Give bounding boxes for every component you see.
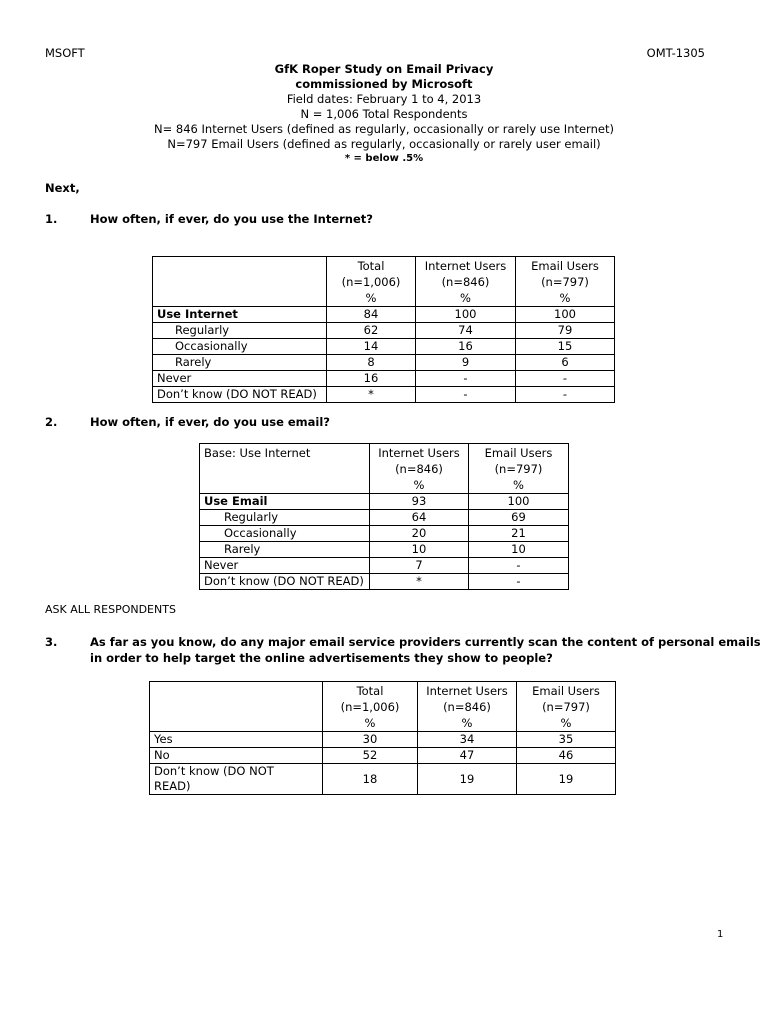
cell-value: 100 [469,494,569,510]
q1-col-internet-users: Internet Users (n=846) % [416,257,516,307]
table-row [153,371,615,387]
row-label: Use Internet [153,307,327,323]
table-row [153,307,615,323]
q1-text: How often, if ever, do you use the Internet? [90,212,373,226]
q3-col-email-users: Email Users (n=797) % [517,682,616,732]
table-row [153,355,615,371]
q1-col-total: Total (n=1,006) % [327,257,416,307]
cell-value: 6 [516,355,615,371]
row-label: Occasionally [200,526,370,542]
email-users-def: N=797 Email Users (defined as regularly, occasionally or rarely user email) [167,137,601,151]
cell-value: 15 [516,339,615,355]
table-header-row [150,682,616,732]
base-label: Base: Use Internet [200,444,370,494]
table-row [153,387,615,403]
q3-number: 3. [45,635,58,649]
cell-value: 19 [418,764,517,795]
q2-text: How often, if ever, do you use email? [90,415,330,429]
cell-value: 64 [370,510,469,526]
field-dates: Field dates: February 1 to 4, 2013 [286,92,482,106]
cell-value: 10 [469,542,569,558]
asterisk-note: * = below .5% [344,153,424,164]
q1-col-email-users: Email Users (n=797) % [516,257,615,307]
cell-value: 52 [323,748,418,764]
row-label: Rarely [200,542,370,558]
cell-value: 16 [416,339,516,355]
q2-number: 2. [45,415,58,429]
table-header-row [153,257,615,307]
cell-value: 16 [327,371,416,387]
intro-next: Next, [45,181,80,195]
cell-value: 18 [323,764,418,795]
cell-value: 100 [516,307,615,323]
table-row [150,748,616,764]
table-corner-cell [150,682,323,732]
table-row [150,764,616,795]
row-label: Rarely [153,355,327,371]
cell-value: 10 [370,542,469,558]
row-label: No [150,748,323,764]
cell-value: 100 [416,307,516,323]
cell-value: 7 [370,558,469,574]
q2-table [199,443,569,590]
table-row [150,732,616,748]
cell-value: 14 [327,339,416,355]
cell-value: - [416,371,516,387]
table-corner-cell [153,257,327,307]
q1-number: 1. [45,212,58,226]
cell-value: 46 [517,748,616,764]
ask-all-respondents: ASK ALL RESPONDENTS [45,603,176,616]
cell-value: 47 [418,748,517,764]
q1-table [152,256,615,403]
doc-code-left: MSOFT [45,46,85,60]
cell-value: 21 [469,526,569,542]
row-label: Regularly [200,510,370,526]
q2-col-email-users: Email Users (n=797) % [469,444,569,494]
cell-value: 34 [418,732,517,748]
row-label: Don’t know (DO NOT READ) [150,764,323,795]
cell-value: 74 [416,323,516,339]
cell-value: * [327,387,416,403]
cell-value: 69 [469,510,569,526]
row-label: Don’t know (DO NOT READ) [153,387,327,403]
cell-value: - [416,387,516,403]
q3-table [149,681,616,795]
cell-value: 79 [516,323,615,339]
title-line2: commissioned by Microsoft [295,77,473,91]
q3-col-total: Total (n=1,006) % [323,682,418,732]
table-header-row [200,444,569,494]
q3-text-line2: in order to help target the online advertisements they show to people? [90,651,553,665]
page-number: 1 [717,929,724,940]
cell-value: - [469,558,569,574]
table-row [200,574,569,590]
row-label: Use Email [200,494,370,510]
table-row [200,558,569,574]
cell-value: 9 [416,355,516,371]
total-respondents: N = 1,006 Total Respondents [300,107,468,121]
table-row [153,323,615,339]
q3-col-internet-users: Internet Users (n=846) % [418,682,517,732]
cell-value: 62 [327,323,416,339]
cell-value: 35 [517,732,616,748]
q3-text-line1: As far as you know, do any major email service providers currently scan the content of personal emails [90,635,761,649]
row-label: Never [200,558,370,574]
cell-value: 30 [323,732,418,748]
cell-value: 93 [370,494,469,510]
row-label: Regularly [153,323,327,339]
table-row [153,339,615,355]
cell-value: - [516,371,615,387]
table-row [200,494,569,510]
internet-users-def: N= 846 Internet Users (defined as regularly, occasionally or rarely use Internet) [154,122,614,136]
cell-value: * [370,574,469,590]
cell-value: - [469,574,569,590]
row-label: Occasionally [153,339,327,355]
q2-col-internet-users: Internet Users (n=846) % [370,444,469,494]
doc-code-right: OMT-1305 [646,46,705,60]
cell-value: 19 [517,764,616,795]
table-row [200,526,569,542]
cell-value: 20 [370,526,469,542]
row-label: Never [153,371,327,387]
table-row [200,510,569,526]
cell-value: 84 [327,307,416,323]
row-label: Yes [150,732,323,748]
title-line1: GfK Roper Study on Email Privacy [274,62,494,76]
table-row [200,542,569,558]
row-label: Don’t know (DO NOT READ) [200,574,370,590]
cell-value: 8 [327,355,416,371]
cell-value: - [516,387,615,403]
